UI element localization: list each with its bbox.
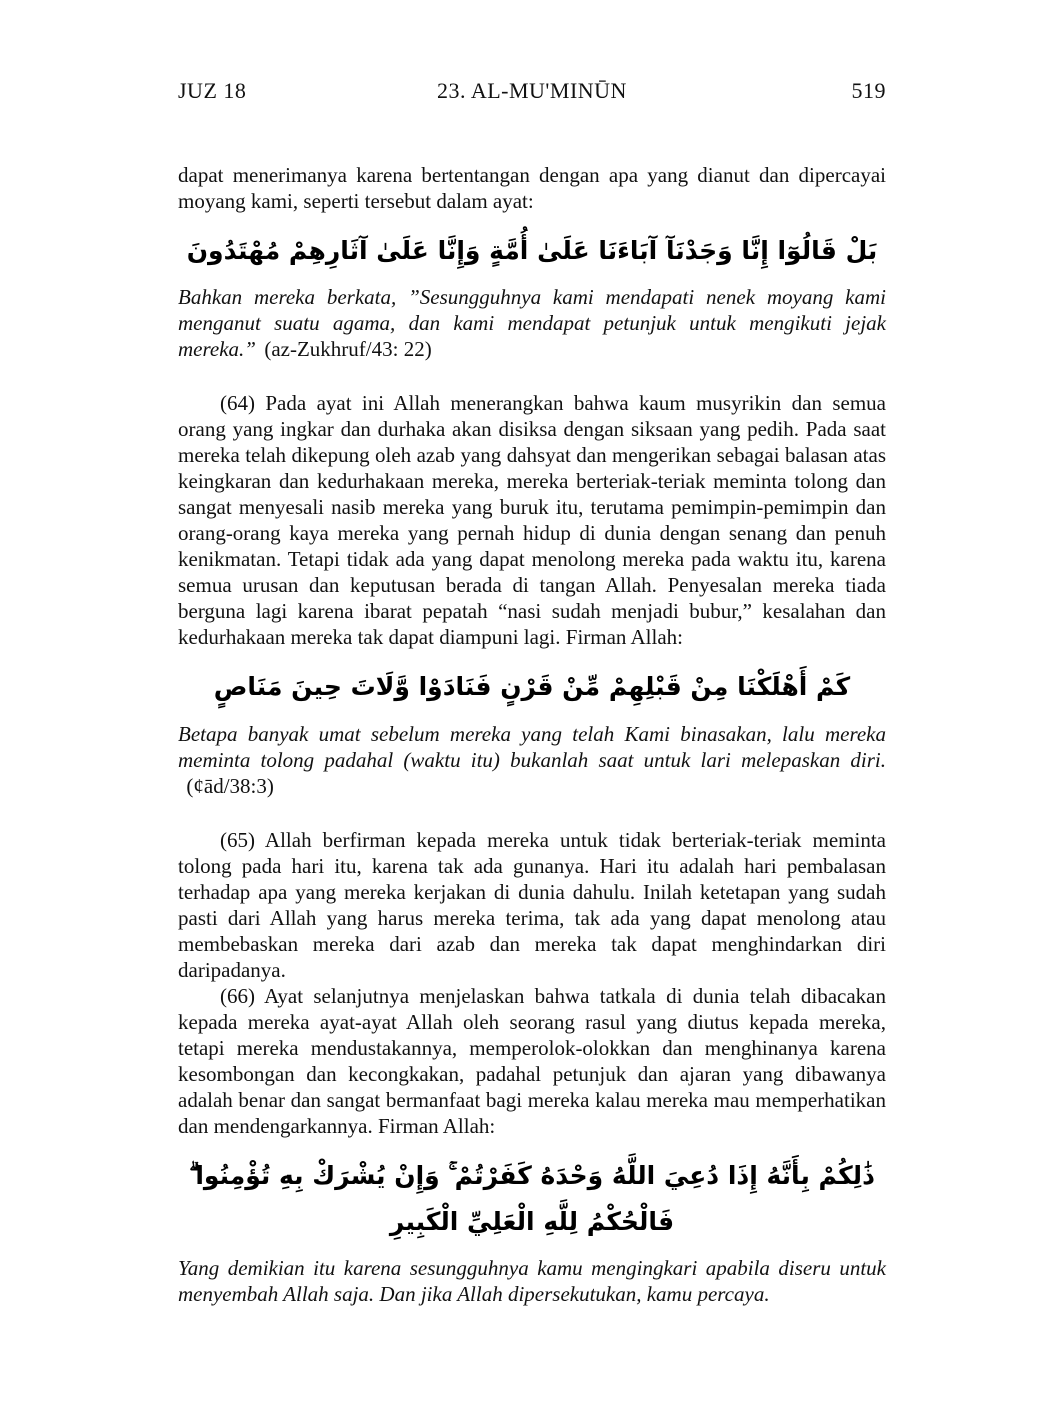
translation-zukhruf-43-22 <box>178 284 886 362</box>
translation-text: Betapa banyak umat sebelum mereka yang telah Kami binasakan, lalu mereka meminta tolong padahal (waktu itu) bukanlah saat untuk lari melepaskan diri. <box>178 721 886 772</box>
intro-paragraph: dapat menerimanya karena bertentangan dengan apa yang dianut dan dipercayai moyang kami, seperti tersebut dalam ayat: <box>178 163 886 213</box>
translation-text: Bahkan mereka berkata, ”Sesungguhnya kami mendapati nenek moyang kami menganut suatu agama, dan kami mendapat petunjuk untuk mengikuti jejak mereka.” <box>178 285 886 362</box>
page-number: 519 <box>851 78 886 103</box>
juz-label: JUZ 18 <box>178 78 247 103</box>
tafsir-paragraph-66: (66) Ayat selanjutnya menjelaskan bahwa tatkala di dunia telah dibacakan kepada mereka ayat-ayat Allah oleh seorang rasul yang diutus kepada mereka, tetapi mereka mendustakannya, memperolok-olokkan dan menghinanya karena kesombongan dan kecongkakan, padahal petunjuk dan ajaran yang dibawanya adalah benar dan sangat bermanfaat bagi mereka kalau mereka mau memperhatikan dan mendengarkannya. Firman Allah: <box>178 983 886 1138</box>
tafsir-paragraph-65: (65) Allah berfirman kepada mereka untuk tidak berteriak-teriak meminta tolong pada hari itu, karena tak ada gunanya. Hari itu adalah hari pembalasan terhadap apa yang mereka kerjakan di dunia dahulu. Inilah ketetapan yang sudah pasti dari Allah yang harus mereka terima, tak ada yang dapat menolong atau membebaskan mereka dari azab dan mereka tak dapat menghindarkan diri daripadanya. <box>178 827 886 982</box>
tafsir-paragraph-64: (64) Pada ayat ini Allah menerangkan bahwa kaum musyrikin dan semua orang yang ingkar dan durhaka akan disiksa dengan siksaan yang pedih. Pada saat mereka telah dikepung oleh azab yang dahsyat dan mengerikan sebagai balasan atas keingkaran dan kedurhakaan mereka, mereka berteriak-teriak meminta tolong dan sangat menyesali nasib mereka yang buruk itu, terutama pemimpin-pemimpin dan orang-orang kaya mereka yang pernah hidup di dunia dengan senang dan penuh kenikmatan. Tetapi tidak ada yang dapat menolong mereka pada waktu itu, karena semua urusan dan keputusan berada di tangan Allah. Penyesalan mereka tiada berguna lagi karena ibarat pepatah “nasi sudah menjadi bubur,” kesalahan dan kedurhakaan mereka tak dapat diampuni lagi. Firman Allah: <box>178 391 886 650</box>
spacer <box>178 799 886 827</box>
verse-reference: (az-Zukhruf/43: 22) <box>264 337 432 362</box>
translation-sad-38-3 <box>178 721 886 799</box>
running-header <box>178 78 886 104</box>
verse-reference: (¢ād/38:3) <box>186 773 274 798</box>
translation-gafir-40-12: Yang demikian itu karena sesungguhnya kamu mengingkari apabila diseru untuk menyembah Allah saja. Dan jika Allah dipersekutukan, kamu percaya. <box>178 1256 886 1306</box>
arabic-verse-gafir-40-12: ذَٰلِكُمْ بِأَنَّهُ إِذَا دُعِيَ اللَّهُ وَحْدَهُ كَفَرْتُمْ ۚ وَإِنْ يُشْرَكْ بِهِ تُؤْمِنُوا ۗ فَالْحُكْمُ لِلَّهِ الْعَلِيِّ الْكَبِيرِ <box>189 1160 875 1236</box>
arabic-verse-sad-38-3: كَمْ أَهْلَكْنَا مِنْ قَبْلِهِمْ مِّنْ قَرْنٍ فَنَادَوْا وَّلَاتَ حِينَ مَنَاصٍ <box>213 672 851 702</box>
spacer <box>178 362 886 390</box>
arabic-verse-zukhruf-43-22: بَلْ قَالُوٓا إِنَّا وَجَدْنَآ آبَاءَنَا عَلَىٰ أُمَّةٍ وَإِنَّا عَلَىٰ آثَارِهِمْ مُهْتَدُونَ <box>186 236 878 265</box>
surah-title: 23. AL-MU'MINŪN <box>437 78 627 103</box>
